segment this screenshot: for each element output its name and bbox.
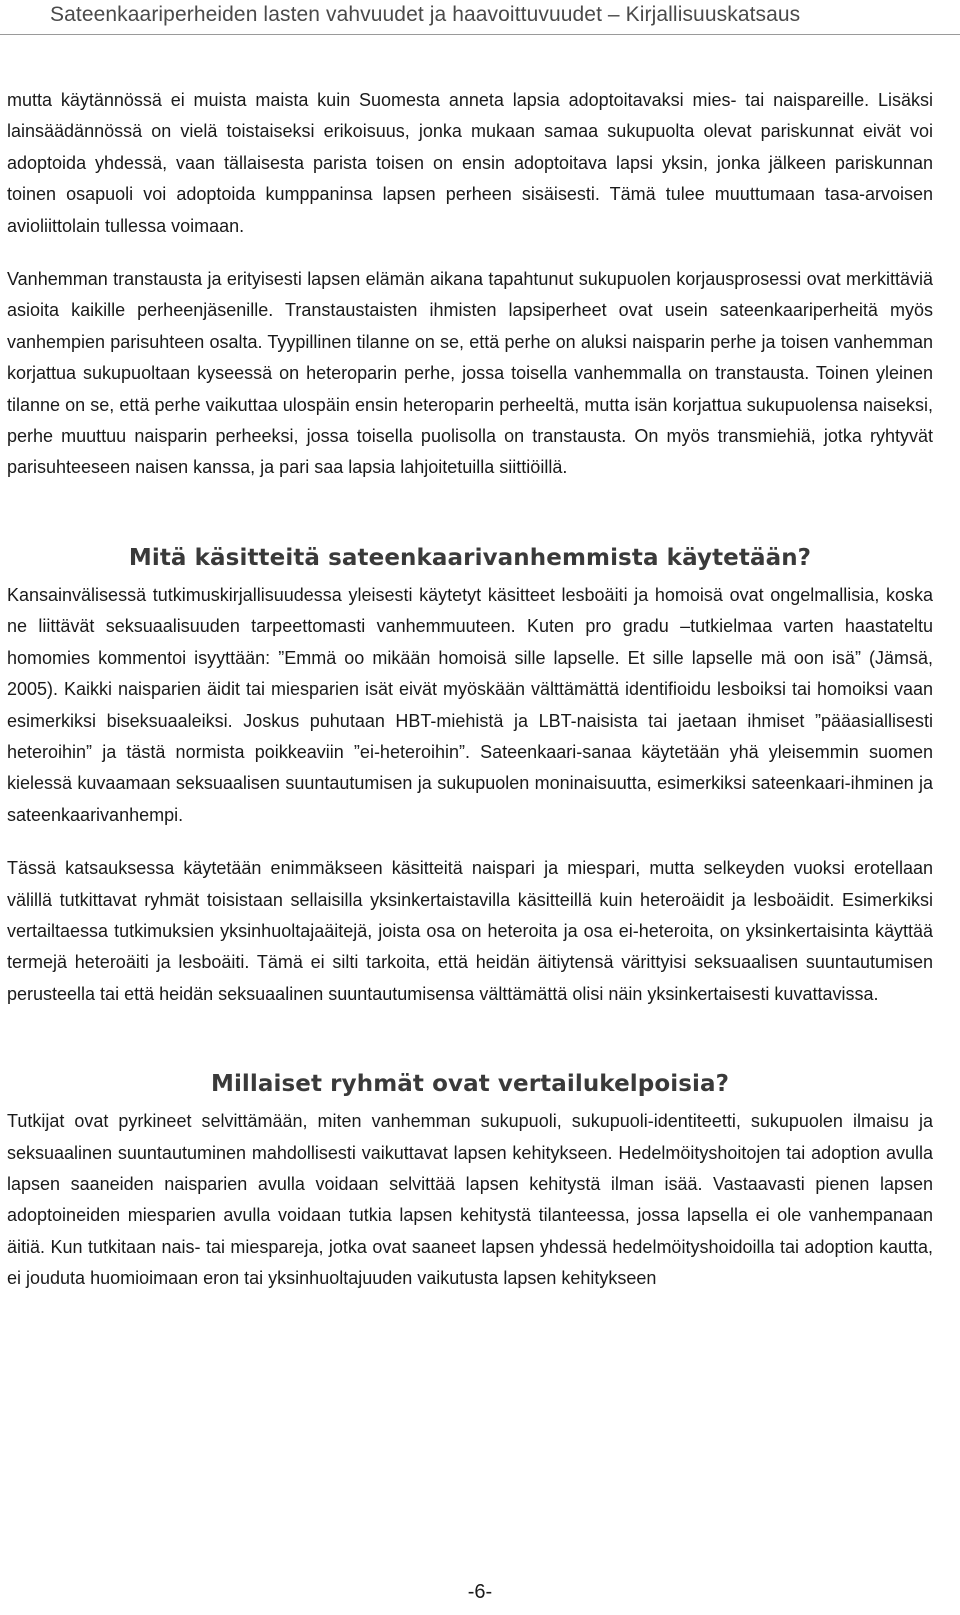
body-paragraph: Kansainvälisessä tutkimuskirjallisuudessa yleisesti käytetyt käsitteet lesboäiti ja homoisä ovat ongelmallisia, koska ne liittävät seksuaalisuuden tarpeettomasti vanhemmuuteen. Kuten pro gradu –tutkielmaa varten haastateltu homomies kommentoi isyyttään: ”Emmä oo mikään homoisä sille lapselle. Et sille lapselle mä oon isä” (Jämsä, 2005). Kaikki naisparien äidit tai miesparien isät eivät myöskään välttämättä identifioidu lesboiksi tai homoiksi vaan esimerkiksi biseksuaaleiksi. Joskus puhutaan HBT-miehistä ja LBT-naisista tai jaetaan ihmiset ”pääasiallisesti heteroihin” ja tästä normista poikkeaviin ”ei-heteroihin”. Sateenkaari-sanaa käytetään yhä yleisemmin suomen kielessä kuvaamaan seksuaalisen suuntautumisen ja sukupuolen moninaisuutta, esimerkiksi sateenkaari-ihminen ja sateenkaarivanhempi. <box>7 584 933 825</box>
running-title: Sateenkaariperheiden lasten vahvuudet ja haavoittuvuudet – Kirjallisuuskatsaus <box>50 3 801 26</box>
section-heading: Millaiset ryhmät ovat vertailukelpoisia? <box>210 1071 730 1098</box>
body-paragraph: mutta käytännössä ei muista maista kuin Suomesta anneta lapsia adoptoitavaksi mies- tai naispareille. Lisäksi lainsäädännössä on vielä toistaiseksi erikoisuus, jonka mukaan samaa sukupuolta olevat pariskunnat eivät voi adoptoida yhdessä, vaan tällaisesta parista toisen on ensin adoptoitava lapsi yksin, jonka jälkeen pariskunnan toinen osapuoli voi adoptoida kumppaninsa lapsen perheen sisäisesti. Tämä tulee muuttumaan tasa-arvoisen avioliittolain tullessa voimaan. <box>7 90 933 236</box>
document-body <box>7 85 933 1295</box>
page-number: -6- <box>467 1581 493 1603</box>
running-header <box>0 0 960 34</box>
body-paragraph: Tässä katsauksessa käytetään enimmäkseen käsitteitä naispari ja miespari, mutta selkeyden vuoksi erotellaan välillä tutkittavat ryhmät toisistaan sellaisilla yksinkertaistavilla käsitteillä kuin heteroäidit ja lesboäidit. Esimerkiksi vertailtaessa tutkimuksien yksinhuoltajaäitejä, joista osa on heteroita ja osa ei-heteroita, on yksinkertaisinta käyttää termejä heteroäiti ja lesboäiti. Tämä ei silti tarkoita, että heidän äitiytensä värittyisi seksuaalisen suuntautumisen perusteella tai että heidän seksuaalinen suuntautumisensa välttämättä olisi näin yksinkertaisesti kuvattavissa. <box>7 858 933 1004</box>
section-heading: Mitä käsitteitä sateenkaarivanhemmista käytetään? <box>128 544 812 571</box>
body-paragraph: Tutkijat ovat pyrkineet selvittämään, miten vanhemman sukupuoli, sukupuoli-identiteetti, sukupuolen ilmaisu ja seksuaalinen suuntautuminen mahdollisesti vaikuttavat lapsen kehitykseen. Hedelmöityshoitojen tai adoption avulla lapsen saaneiden naisparien avulla voidaan selvittää lapsen kehitystä ilman isää. Vastaavasti pienen lapsen adoptoineiden miesparien avulla voidaan tutkia lapsen kehitystä tilanteessa, jossa lapsella ei ole vanhempanaan äitiä. Kun tutkitaan nais- tai miespareja, jotka ovat saaneet lapsen yhdessä hedelmöityshoidoilla tai adoption kautta, ei jouduta huomioimaan eron tai yksinhuoltajuuden vaikutusta lapsen kehitykseen <box>7 1111 933 1289</box>
body-paragraph: Vanhemman transtausta ja erityisesti lapsen elämän aikana tapahtunut sukupuolen korjausprosessi ovat merkittäviä asioita kaikille perheenjäsenille. Transtaustaisten ihmisten lapsiperheet ovat usein sateenkaariperheitä myös vanhempien parisuhteen osalta. Tyypillinen tilanne on se, että perhe on aluksi naisparin perhe ja toisen vanhemman korjattua sukupuoltaan kyseessä on heteroparin perhe, jossa toisella vanhemmalla on transtausta. Toinen yleinen tilanne on se, että perhe vaikuttaa ulospäin ensin heteroparin perheeltä, mutta isän korjattua sukupuolensa naiseksi, perhe muuttuu naisparin perheeksi, jossa toisella puolisolla on transtausta. On myös transmiehiä, jotka ryhtyvät parisuhteeseen naisen kanssa, ja pari saa lapsia lahjoitetuilla siittiöillä. <box>7 269 933 478</box>
header-divider <box>0 34 960 35</box>
